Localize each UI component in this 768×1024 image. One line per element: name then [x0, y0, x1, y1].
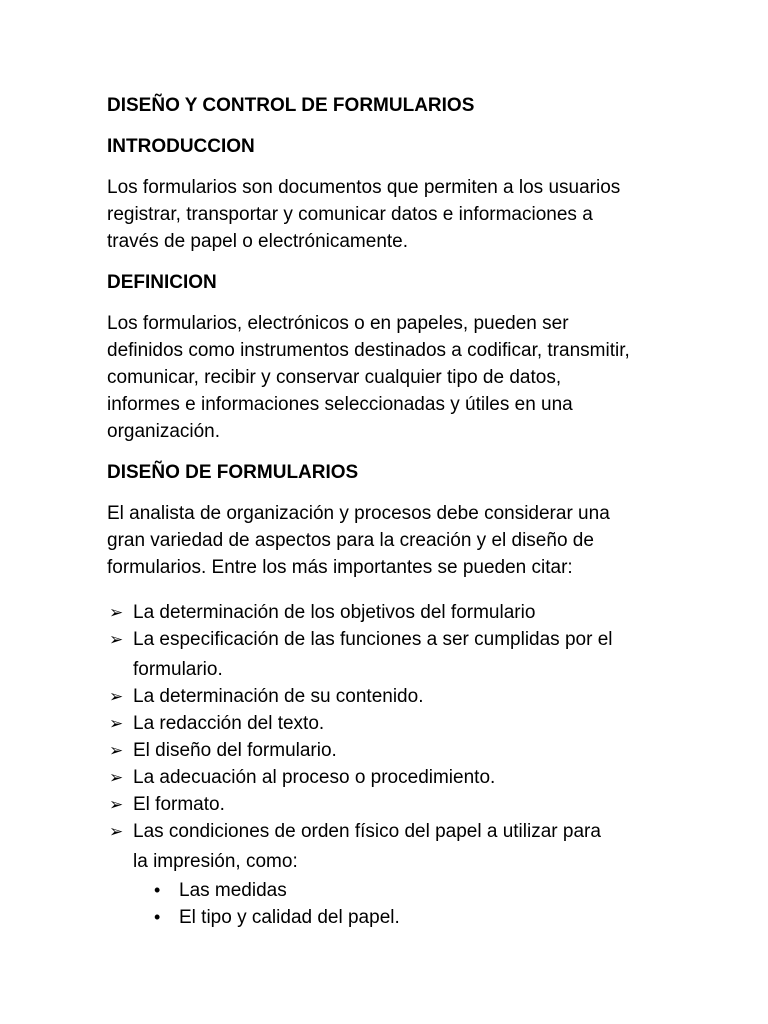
arrow-bullet-icon: ➢	[109, 822, 124, 841]
list-item: ➢ El diseño del formulario.	[87, 737, 687, 764]
list-item: ➢ La adecuación al proceso o procedimiento.	[87, 764, 687, 791]
section-heading-definicion: DEFINICION	[107, 272, 217, 293]
bullet-dot-icon: •	[154, 880, 161, 900]
paragraph-line: Los formularios, electrónicos o en papeles, pueden ser	[107, 313, 569, 334]
arrow-bullet-icon: ➢	[109, 741, 124, 760]
paragraph-definicion	[107, 310, 687, 445]
list-item: ➢ La determinación de los objetivos del formulario	[87, 599, 687, 626]
paper-conditions-sublist	[133, 877, 687, 931]
paragraph-line: registrar, transportar y comunicar datos e informaciones a	[107, 204, 593, 225]
list-item: ➢ La determinación de su contenido.	[87, 683, 687, 710]
section-heading-introduccion: INTRODUCCION	[107, 136, 255, 157]
arrow-bullet-icon: ➢	[109, 768, 124, 787]
paragraph-introduccion	[107, 174, 687, 255]
paragraph-diseno	[107, 500, 687, 581]
paragraph-line: El analista de organización y procesos debe considerar una	[107, 503, 610, 524]
list-item: ➢ La redacción del texto.	[87, 710, 687, 737]
bullet-dot-icon: •	[154, 907, 161, 927]
list-item: ➢ La especificación de las funciones a ser cumplidas por el formulario.	[87, 626, 687, 683]
paragraph-line: comunicar, recibir y conservar cualquier tipo de datos,	[107, 367, 562, 388]
arrow-bullet-icon: ➢	[109, 687, 124, 706]
list-item: ➢ Las condiciones de orden físico del papel a utilizar para la impresión, como: • Las medidas • El tipo y calidad del papel.	[87, 818, 687, 931]
document-body	[107, 92, 687, 931]
paragraph-line: formularios. Entre los más importantes se pueden citar:	[107, 557, 573, 578]
paragraph-line: organización.	[107, 421, 221, 442]
arrow-bullet-icon: ➢	[109, 795, 124, 814]
arrow-bullet-icon: ➢	[109, 630, 124, 649]
document-title: DISEÑO Y CONTROL DE FORMULARIOS	[107, 95, 475, 116]
paragraph-line: gran variedad de aspectos para la creación y el diseño de	[107, 530, 594, 551]
paragraph-line: Los formularios son documentos que permiten a los usuarios	[107, 177, 621, 198]
arrow-bullet-icon: ➢	[109, 603, 124, 622]
arrow-bullet-icon: ➢	[109, 714, 124, 733]
section-heading-diseno: DISEÑO DE FORMULARIOS	[107, 462, 359, 483]
sublist-item: • Las medidas	[87, 877, 687, 904]
paragraph-line: través de papel o electrónicamente.	[107, 231, 409, 252]
paragraph-line: informes e informaciones seleccionadas y útiles en una	[107, 394, 573, 415]
sublist-item: • El tipo y calidad del papel.	[87, 904, 687, 931]
paragraph-line: definidos como instrumentos destinados a codificar, transmitir,	[107, 340, 630, 361]
aspects-list	[107, 599, 687, 931]
list-item: ➢ El formato.	[87, 791, 687, 818]
